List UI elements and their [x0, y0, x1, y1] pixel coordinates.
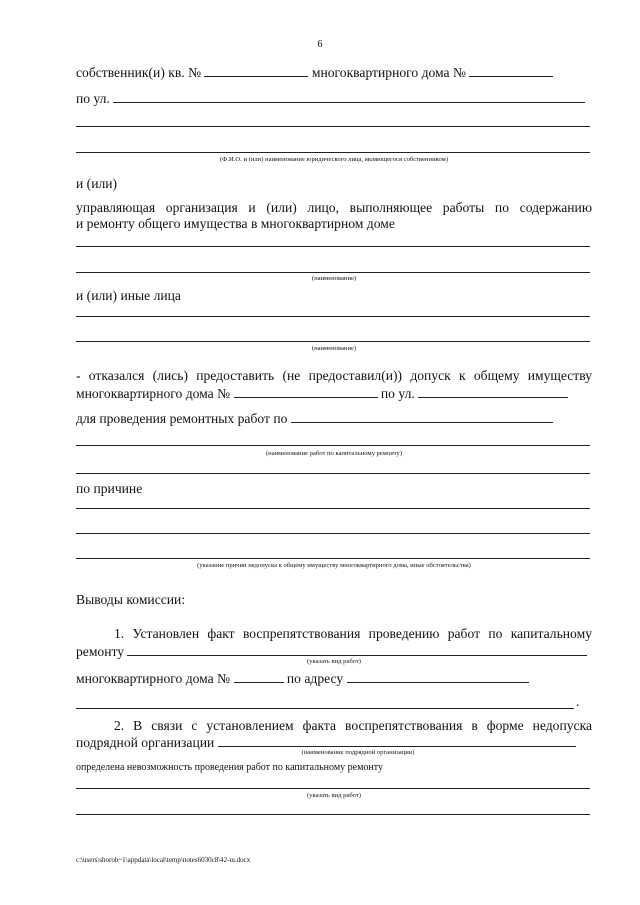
refused-street-label: по ул. — [380, 386, 415, 401]
other-persons-field-2[interactable] — [76, 341, 590, 342]
item2-contractor-field[interactable] — [218, 734, 576, 747]
refused-building-field[interactable] — [234, 385, 378, 398]
owner-apartment-line — [76, 64, 553, 81]
repair-line — [76, 410, 553, 427]
item2-works-field-2[interactable] — [76, 814, 590, 815]
street-field[interactable] — [113, 90, 585, 103]
footer-file-path: c:\users\shorob~1\appdata\local\temp\notes6030c8\42-ш.docx — [76, 856, 251, 864]
refused-street-field[interactable] — [418, 385, 568, 398]
other-persons-field-1[interactable] — [76, 316, 590, 317]
refused-line-2 — [76, 385, 568, 402]
other-persons-label: и (или) иные лица — [76, 288, 181, 303]
caption-type-1: (указать вид работ) — [307, 658, 361, 665]
caption-name-2: (наименование) — [311, 345, 357, 352]
item1-address-label: по адресу — [286, 671, 344, 686]
item1-building-label: многоквартирного дома № — [76, 671, 231, 686]
owner-apartment-label: собственник(и) кв. № — [76, 65, 202, 80]
apartment-number-field[interactable] — [204, 64, 308, 77]
reason-field-2[interactable] — [76, 533, 590, 534]
refused-building-label: многоквартирного дома № — [76, 386, 231, 401]
item2-line-1: 2. В связи с установлением факта воспрепятствования в форме недопуска — [114, 718, 592, 733]
works-field[interactable] — [76, 445, 590, 446]
owner-name-field-2[interactable] — [76, 152, 590, 153]
repair-label: для проведения ремонтных работ по — [76, 411, 288, 426]
item1-repair-label: ремонту — [76, 644, 125, 659]
or-label-1: и (или) — [76, 176, 118, 191]
street-label: по ул. — [76, 91, 110, 106]
caption-works: (наименование работ по капитальному ремонту) — [265, 450, 403, 457]
management-name-field-1[interactable] — [76, 246, 590, 247]
item2-works-field[interactable] — [76, 788, 590, 789]
management-org-line-2: и ремонту общего имущества в многоквартирном доме — [76, 216, 395, 231]
caption-owner: (Ф.И.О. и (или) наименование юридического лица, являющегося собственником) — [219, 156, 449, 163]
management-name-field-2[interactable] — [76, 272, 590, 273]
building-number-field[interactable] — [469, 64, 553, 77]
reason-field-3[interactable] — [76, 558, 590, 559]
item1-building-field[interactable] — [234, 670, 284, 683]
item2-contractor-label: подрядной организации — [76, 735, 215, 750]
item1-address-field-2[interactable] — [76, 708, 574, 709]
item2-line-3: определена невозможность проведения работ по капитальному ремонту — [76, 762, 384, 773]
item1-works-field[interactable] — [127, 643, 587, 656]
street-line — [76, 90, 585, 107]
caption-name-1: (наименование) — [311, 275, 357, 282]
caption-contractor: (наименование подрядной организации) — [301, 749, 415, 756]
item1-line-1: 1. Установлен факт воспрепятствования проведению работ по капитальному — [114, 626, 592, 641]
owner-name-field-1[interactable] — [76, 126, 590, 127]
item1-address-field[interactable] — [347, 670, 529, 683]
conclusions-heading: Выводы комиссии: — [76, 592, 186, 607]
page-number: 6 — [317, 39, 323, 50]
works-field-2[interactable] — [76, 473, 590, 474]
reason-field-1[interactable] — [76, 508, 590, 509]
reason-label: по причине — [76, 481, 143, 496]
caption-type-2: (указать вид работ) — [307, 792, 361, 799]
building-number-label: многоквартирного дома № — [311, 65, 466, 80]
item1-period: . — [576, 694, 580, 709]
item1-line-3 — [76, 670, 529, 687]
caption-reason: (указание причин недопуска к общему имуществу многоквартирного дома, иные обстоятельства) — [197, 562, 471, 569]
refused-line-1: - отказался (лись) предоставить (не предоставил(и)) допуск к общему имуществу — [76, 368, 592, 383]
management-org-line-1: управляющая организация и (или) лицо, выполняющее работы по содержанию — [76, 200, 592, 215]
repair-works-field[interactable] — [291, 410, 553, 423]
